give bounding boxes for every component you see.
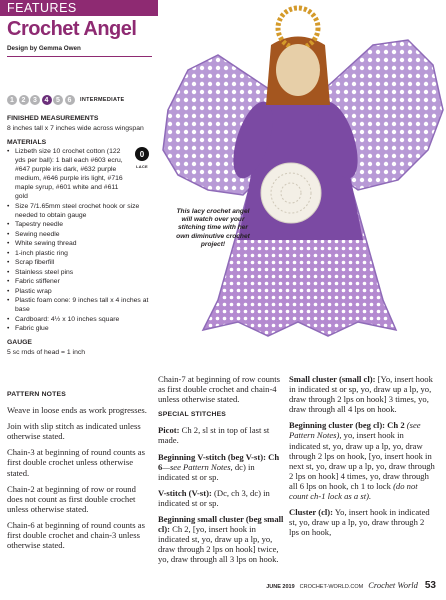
materials-item: • Scrap fiberfill xyxy=(7,258,152,267)
materials-item: • Cardboard: 4½ x 10 inches square xyxy=(7,315,152,324)
materials-item: • 1-inch plastic ring xyxy=(7,249,152,258)
special-stitches-column xyxy=(158,374,284,571)
stitch-entry: Beginning small cluster (beg small cl): Ch 2, [yo, insert hook in indicated st, yo, draw up a lp, yo, draw through 2 lps on hook] twice, yo, draw through all 3 lps on hook. xyxy=(158,514,284,565)
pattern-notes-column xyxy=(7,389,152,556)
skill-level-indicator xyxy=(7,95,124,105)
materials-item: • Size 7/1.65mm steel crochet hook or size needed to obtain gauge xyxy=(7,202,152,220)
skill-level-1: 1 xyxy=(7,95,17,105)
materials-item: • White sewing thread xyxy=(7,239,152,248)
yarn-weight-icon: 0 xyxy=(135,147,149,161)
footer-site: CROCHET-WORLD.COM xyxy=(299,584,364,590)
angel-photo xyxy=(158,0,446,370)
stitch-entry: Picot: Ch 2, sl st in top of last st made. xyxy=(158,425,270,446)
pattern-note: Chain-2 at beginning of row or round does not count as first double crochet unless otherwise stated. xyxy=(7,483,136,514)
byline-rule xyxy=(7,56,152,57)
skill-level-5: 5 xyxy=(53,95,63,105)
stitch-entry: Beginning V-stitch (beg V-st): Ch 6—see Pattern Notes, dc) in indicated st or sp. xyxy=(158,451,280,482)
materials-list xyxy=(7,147,152,333)
materials-item: • Stainless steel pins xyxy=(7,268,152,277)
stitch-entry: V-stitch (V-st): (Dc, ch 3, dc) in indicated st or sp. xyxy=(158,487,270,508)
stitch-entry: Small cluster (small cl): [Yo, insert hook in indicated st or sp, yo, draw up a lp, yo, draw through 2 lps on hook] 3 times, yo, draw through all 4 lps on hook. xyxy=(289,374,433,415)
footer-issue: JUNE 2019 xyxy=(266,584,295,590)
skill-level-label: INTERMEDIATE xyxy=(80,97,125,103)
page-footer xyxy=(266,580,436,591)
pattern-notes-heading: PATTERN NOTES xyxy=(7,391,66,398)
section-label: FEATURES xyxy=(7,1,77,15)
materials-item xyxy=(7,147,152,201)
photo-caption: This lacy crochet angel will watch over your stitching time with her own diminutive crochet project! xyxy=(176,208,250,248)
skill-level-3: 3 xyxy=(30,95,40,105)
materials-item: • Fabric glue xyxy=(7,324,152,333)
stitch-entry: Cluster (cl): Yo, insert hook in indicated st, yo, draw up a lp, yo, draw through 2 lps on hook, xyxy=(289,507,430,538)
materials-item: • Plastic foam cone: 9 inches tall x 4 inches at base xyxy=(7,296,152,314)
stitch-entry: Beginning cluster (beg cl): Ch 2 (see Pattern Notes), yo, insert hook in indicated st, yo, draw up a lp, yo, draw through 2 lps on hook, [yo, insert hook in next st, yo, draw up a lp, yo, draw through 2 lps on hook] 4 times, yo, draw through all 6 lps on hook, ch 1 to lock (do not count ch-1 lock as a st). xyxy=(289,420,435,502)
gauge-heading: GAUGE xyxy=(7,339,32,346)
footer-magazine: Crochet World xyxy=(368,580,418,590)
angel-illustration xyxy=(158,0,446,370)
materials-item: • Plastic wrap xyxy=(7,287,152,296)
pattern-note: Chain-6 at beginning of round counts as first double crochet and chain-3 unless otherwise stated. xyxy=(7,519,145,551)
stitches-continued-column xyxy=(289,374,436,543)
pattern-note: Weave in loose ends as work progresses. xyxy=(7,405,147,416)
materials-heading: MATERIALS xyxy=(7,138,47,146)
page-number: 53 xyxy=(424,580,436,591)
skill-level-4: 4 xyxy=(42,95,52,105)
pattern-note: Join with slip stitch as indicated unless otherwise stated. xyxy=(7,421,141,442)
measurements-text: 8 inches tall x 7 inches wide across wingspan xyxy=(7,124,144,132)
face xyxy=(276,44,320,96)
sidebar-specs xyxy=(7,114,152,362)
yarn-weight-label: LACE xyxy=(136,164,148,169)
article-title: Crochet Angel xyxy=(7,18,137,40)
materials-item: • Tapestry needle xyxy=(7,220,152,229)
skill-level-6: 6 xyxy=(65,95,75,105)
materials-item: • Sewing needle xyxy=(7,230,152,239)
gauge-text: 5 sc rnds of head = 1 inch xyxy=(7,348,86,356)
skill-level-2: 2 xyxy=(19,95,29,105)
section-band xyxy=(0,0,158,16)
yarn-text: • Lizbeth size 10 crochet cotton (122 yds per ball): 1 ball each #603 ecru, #647 purple iris dark, #632 purple medium, #646 purple iris light, #716 maple syrup, #601 white and #611 gold xyxy=(15,148,123,200)
byline: Design by Gemma Owen xyxy=(7,45,81,52)
pattern-note: Chain-3 at beginning of round counts as first double crochet unless otherwise stated. xyxy=(7,447,145,478)
lace-weight-badge xyxy=(132,147,152,201)
doily xyxy=(261,163,321,223)
pattern-note: Chain-7 at beginning of row counts as first double crochet and chain-4 unless otherwise stated. xyxy=(158,374,280,405)
materials-item: • Fabric stiffener xyxy=(7,277,152,286)
special-stitches-heading: SPECIAL STITCHES xyxy=(158,411,227,419)
measurements-heading: FINISHED MEASUREMENTS xyxy=(7,115,99,122)
